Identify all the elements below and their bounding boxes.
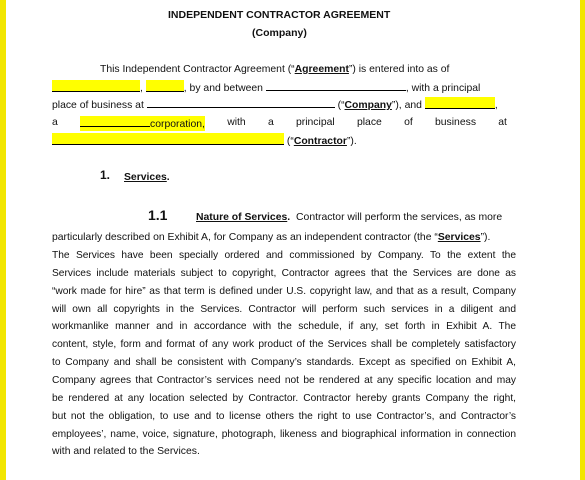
body-line: be rendered at any location selected by Contractor. Contractor hereby grants Company the right, xyxy=(52,393,516,404)
document-page xyxy=(10,0,575,480)
document-subtitle: (Company) xyxy=(252,27,307,39)
date-blank[interactable] xyxy=(52,80,140,92)
section-heading xyxy=(124,171,170,184)
body-line: to Company and shall be consistent with Company’s standards. Except as specified on Exhibit A, xyxy=(52,357,516,368)
body-line-2 xyxy=(52,231,490,244)
word-of: of xyxy=(404,117,413,128)
defined-term-services: Services xyxy=(437,232,481,243)
body-line: will own all copyrights in the Services. Contractor will perform such services in a diligent and xyxy=(52,304,516,315)
body-line: Company agrees that Contractor’s services need not be rendered at any specific location and may xyxy=(52,375,516,386)
word-with: with xyxy=(227,117,246,128)
defined-term-company: Company xyxy=(344,100,392,111)
intro-line-5 xyxy=(52,133,357,148)
word-principal: principal xyxy=(295,117,335,128)
body-line: employees’, name, voice, signature, photograph, likeness and biographical information in connection xyxy=(52,429,516,440)
body-line: but not the obligation, to use and to license others the right to use Contractor’s, and Contractor’s xyxy=(52,411,516,422)
subsection-lead-line xyxy=(196,211,502,224)
company-address-blank[interactable] xyxy=(147,97,335,108)
intro-line-2 xyxy=(52,80,480,95)
section-title: Services xyxy=(124,172,167,183)
place-of-business-text: place of business at xyxy=(52,100,144,111)
word-business: business xyxy=(435,117,477,128)
corporation-word: corporation, xyxy=(150,119,205,130)
body-line: “work made for hire” as that term is defined under U.S. copyright law, and that as a result, Company xyxy=(52,286,516,297)
contractor-name-blank[interactable] xyxy=(425,97,495,109)
intro-text: This Independent Contractor Agreement (“ xyxy=(100,64,295,75)
body-line: content, style, form and format of any work product of the Services shall be completely satisfactory xyxy=(52,339,516,350)
year-blank[interactable] xyxy=(146,80,184,92)
word-at: at xyxy=(498,117,507,128)
state-corporation-field[interactable] xyxy=(80,116,205,131)
body-text: particularly described on Exhibit A, for Company as an independent contractor (the “ xyxy=(52,232,438,243)
subsection-period: . xyxy=(287,212,291,223)
company-name-blank[interactable] xyxy=(266,80,406,91)
quote-close: ”), and xyxy=(391,100,422,111)
section-number: 1. xyxy=(100,168,111,182)
quote-open: (“ xyxy=(337,100,345,111)
body-last-line: with and related to the Services. xyxy=(52,446,200,457)
state-blank[interactable] xyxy=(80,116,150,127)
body-text-end: ”). xyxy=(480,232,491,243)
document-title: INDEPENDENT CONTRACTOR AGREEMENT xyxy=(168,9,391,21)
defined-term-agreement: Agreement xyxy=(294,64,349,75)
body-line: The Services have been specially ordered and commissioned by Company. To the extent the xyxy=(52,250,516,261)
word-a: a xyxy=(267,117,274,128)
word-place: place xyxy=(356,117,382,128)
quote-open-2: (“ xyxy=(286,136,294,147)
subsection-title: Nature of Services xyxy=(196,212,288,223)
by-and-between-text: , by and between xyxy=(183,83,263,94)
intro-line-3 xyxy=(52,97,498,112)
defined-term-contractor: Contractor xyxy=(293,136,347,147)
subsection-lead-text: Contractor will perform the services, as more xyxy=(296,212,503,223)
subsection-number: 1.1 xyxy=(148,207,168,223)
intro-line-1 xyxy=(100,63,505,76)
quote-close-2: ”). xyxy=(346,136,357,147)
article-a: a xyxy=(52,117,58,128)
right-page-border xyxy=(580,0,585,480)
principal-text: , with a principal xyxy=(405,83,481,94)
body-line: workmanlike manner and in accordance with the schedule, if any, set forth in Exhibit A. The xyxy=(52,321,516,332)
left-page-border xyxy=(0,0,6,480)
body-line: Services include materials subject to copyright, Contractor agrees that the Services are done as xyxy=(52,268,516,279)
section-period: . xyxy=(166,172,170,183)
intro-text-end: ”) is entered into as of xyxy=(348,64,450,75)
comma: , xyxy=(140,83,143,94)
contractor-address-blank[interactable] xyxy=(52,133,284,145)
intro-line-4 xyxy=(52,116,507,131)
comma-end: , xyxy=(494,100,498,111)
